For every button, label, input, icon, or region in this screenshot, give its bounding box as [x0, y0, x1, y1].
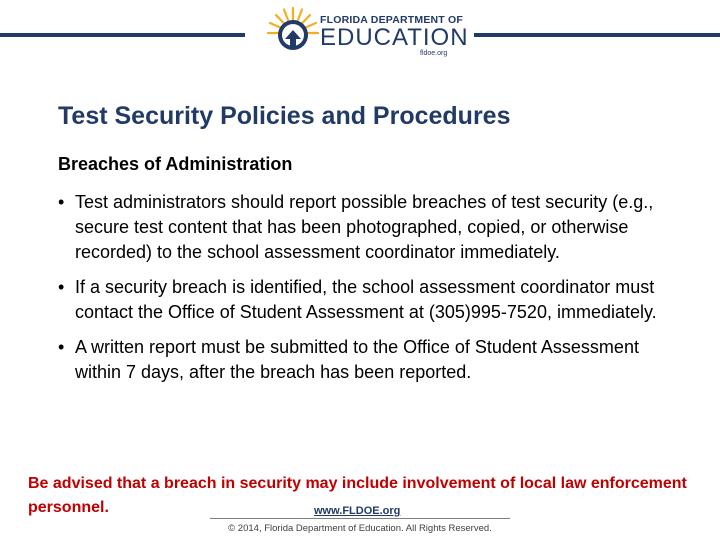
logo-line1: FLORIDA DEPARTMENT OF [320, 14, 464, 26]
fldoe-link[interactable]: www.FLDOE.org [314, 505, 401, 517]
bullet-text: If a security breach is identified, the school assessment coordinator must contact the Office of Student Assessment at (305)995-7520, immediately. [75, 277, 657, 322]
slide-subtitle: Breaches of Administration [58, 154, 293, 174]
bullet-list [58, 190, 678, 395]
bullet-item [58, 275, 678, 325]
bullet-dot-icon: • [58, 277, 65, 297]
warning-text: Be advised that a breach in security may include involvement of local law enforcement personnel. [28, 475, 687, 516]
bullet-dot-icon: • [58, 337, 65, 357]
logo-url: fldoe.org [420, 50, 448, 57]
fldoe-logo [262, 4, 469, 62]
slide-title: Test Security Policies and Procedures [58, 102, 511, 130]
sunburst-emblem-icon [266, 6, 320, 60]
header-rule-left [0, 33, 245, 37]
bullet-item [58, 190, 678, 265]
bullet-text: A written report must be submitted to the Office of Student Assessment within 7 days, after the breach has been reported. [75, 337, 639, 382]
logo-line2: EDUCATION [320, 24, 469, 51]
header-rule-right [474, 33, 720, 37]
footer-copyright: © 2014, Florida Department of Education. All Rights Reserved. [228, 523, 492, 534]
bullet-text: Test administrators should report possible breaches of test security (e.g., secure test content that has been photographed, copied, or otherwise recorded) to the school assessment coordinator immediately. [75, 192, 654, 262]
bullet-dot-icon: • [58, 192, 65, 212]
bullet-item [58, 335, 678, 385]
footer-divider [210, 518, 510, 519]
